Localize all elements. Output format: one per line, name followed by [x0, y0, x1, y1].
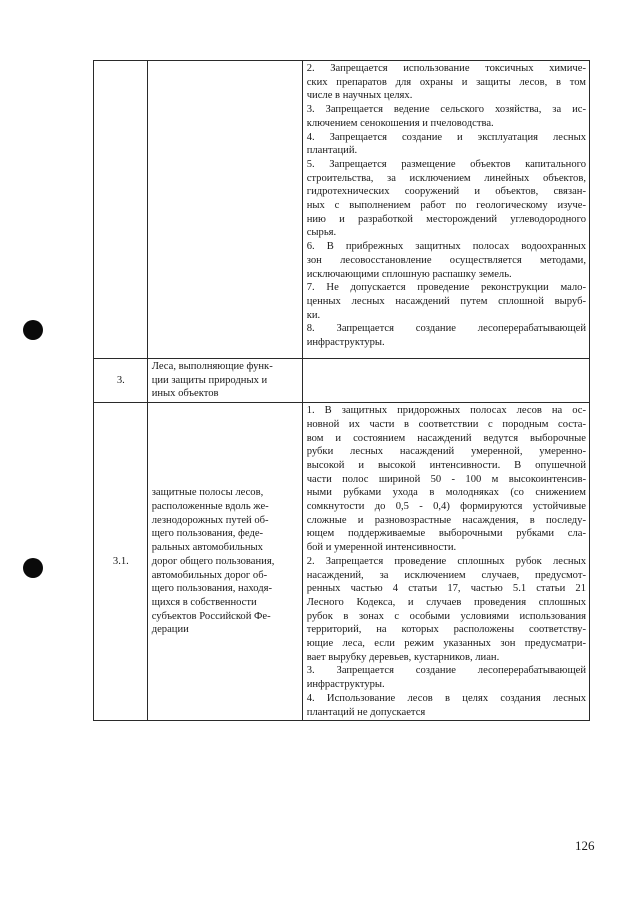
text-line: дорог общего пользования,	[151, 555, 275, 567]
text-line: щего пользования, феде-	[151, 528, 264, 540]
text-line: плантаций.	[306, 145, 358, 157]
text-line: числе в научных целях.	[306, 90, 413, 102]
text-line: ских препаратов для охраны и защиты лесов, в том	[306, 76, 586, 88]
text-line: инфраструктуры.	[306, 337, 385, 349]
text-line: вом и состоянием насаждений ведутся выборочные	[306, 432, 586, 444]
page-number: 126	[575, 838, 595, 853]
text-line: щихся в собственности	[151, 596, 257, 608]
punch-hole-top	[23, 320, 43, 340]
text-line: ции защиты природных и	[151, 374, 268, 386]
forest-category-cell	[147, 403, 302, 721]
text-line: высокой и высокой интенсивности. В опушечной	[306, 459, 586, 471]
rules-cell	[302, 61, 589, 359]
text-line: ренных частью 4 статьи 17, частью 5.1 статьи 21	[306, 583, 586, 595]
text-line: исключающими сплошную распашку земель.	[306, 268, 512, 280]
text-line: щего пользования, находя-	[151, 583, 273, 595]
text-line: ральных автомобильных	[151, 542, 263, 554]
text-line: новной их части в соответствии с породным соста-	[306, 418, 586, 430]
text-line: Лесного Кодекса, и случаев проведения сплошных	[306, 596, 586, 608]
text-line: субъектов Российской Фе-	[151, 610, 271, 622]
text-line: сырья.	[306, 227, 337, 239]
text-line: Леса, выполняющие функ-	[151, 361, 273, 372]
text-line: бой и умеренной интенсивности.	[306, 542, 457, 554]
table-row-continuation	[94, 61, 590, 359]
rules-cell	[302, 403, 589, 721]
text-line: сложные и разновозрастные насаждения, в последу-	[306, 514, 586, 526]
text-line: 4. Запрещается создание и эксплуатация лесных	[306, 131, 586, 143]
text-line: лезнодорожных путей об-	[151, 514, 269, 526]
table-row-3-1	[94, 403, 590, 721]
forest-category-text	[152, 360, 299, 401]
row-number-cell	[94, 61, 148, 359]
text-line: ки.	[306, 309, 321, 321]
text-line: 6. В прибрежных защитных полосах водоохранных	[306, 241, 586, 253]
text-line: рубки лесных насаждений умеренной, умеренно-	[306, 446, 586, 458]
text-line: 8. Запрещается создание лесоперерабатывающей	[306, 323, 586, 335]
text-line: иных объектов	[151, 388, 219, 400]
regulations-table	[93, 60, 590, 721]
text-line: расположенные вдоль же-	[151, 501, 269, 513]
text-line: ными рубками ухода в молодняках (со снижением	[306, 487, 586, 499]
text-line: 5. Запрещается размещение объектов капитального	[306, 158, 586, 170]
text-line: нию и разработкой месторождений углеводородного	[306, 213, 586, 225]
row-number-cell: 3.1.	[94, 403, 148, 721]
text-line: ценных лесных насаждений путем сплошной выруб-	[306, 295, 586, 307]
text-line: ных с выполнением работ по геологическому изуче-	[306, 200, 586, 212]
text-line: 1. В защитных придорожных полосах лесов на ос-	[306, 405, 586, 417]
text-line: части полос шириной 50 - 100 м высокоинтенсив-	[306, 473, 586, 485]
text-line: вает вырубку деревьев, кустарников, лиан.	[306, 651, 500, 663]
text-line: автомобильных дорог об-	[151, 569, 268, 581]
rules-cell	[302, 359, 589, 403]
text-line: 3. Запрещается создание лесоперерабатывающей	[306, 665, 586, 677]
text-line: насаждений, за исключением случаев, предусмот-	[306, 569, 586, 581]
forest-category-cell	[147, 61, 302, 359]
text-line: ющем поддерживаемые выборочными рубками сла-	[306, 528, 586, 540]
text-line: территорий, на которых расположены соответству-	[306, 624, 586, 636]
text-line: 2. Запрещается проведение сплошных рубок лесных	[306, 555, 586, 567]
text-line: сомкнутости до 0,5 - 0,4) формируются устойчивые	[306, 501, 586, 513]
row-number-cell: 3.	[94, 359, 148, 403]
punch-hole-bottom	[23, 558, 43, 578]
text-line: инфраструктуры.	[306, 679, 385, 691]
text-line: 4. Использование лесов в целях создания лесных	[306, 692, 586, 704]
text-line: 7. Не допускается проведение реконструкции мало-	[306, 282, 586, 294]
text-line: 2. Запрещается использование токсичных химиче-	[306, 63, 586, 74]
text-line: ющие леса, если режим указанных зон предусматри-	[306, 638, 586, 650]
text-line: 3. Запрещается ведение сельского хозяйства, за ис-	[306, 104, 586, 116]
text-line: гидротехнических сооружений и объектов, связан-	[306, 186, 586, 198]
text-line: защитные полосы лесов,	[151, 487, 264, 499]
text-line: дерации	[151, 624, 189, 636]
text-line: рубок в зонах с особыми условиями использования	[306, 610, 586, 622]
text-line: ключением сенокошения и пчеловодства.	[306, 117, 494, 129]
table-row-3	[94, 359, 590, 403]
text-line: строительства, за исключением линейных объектов,	[306, 172, 586, 184]
rules-text	[307, 404, 586, 719]
text-line: плантаций не допускается	[306, 706, 426, 718]
rules-text	[307, 62, 586, 350]
forest-category-text	[152, 486, 299, 637]
forest-category-cell	[147, 359, 302, 403]
text-line: зон лесовосстановление осуществляется методами,	[306, 254, 586, 266]
